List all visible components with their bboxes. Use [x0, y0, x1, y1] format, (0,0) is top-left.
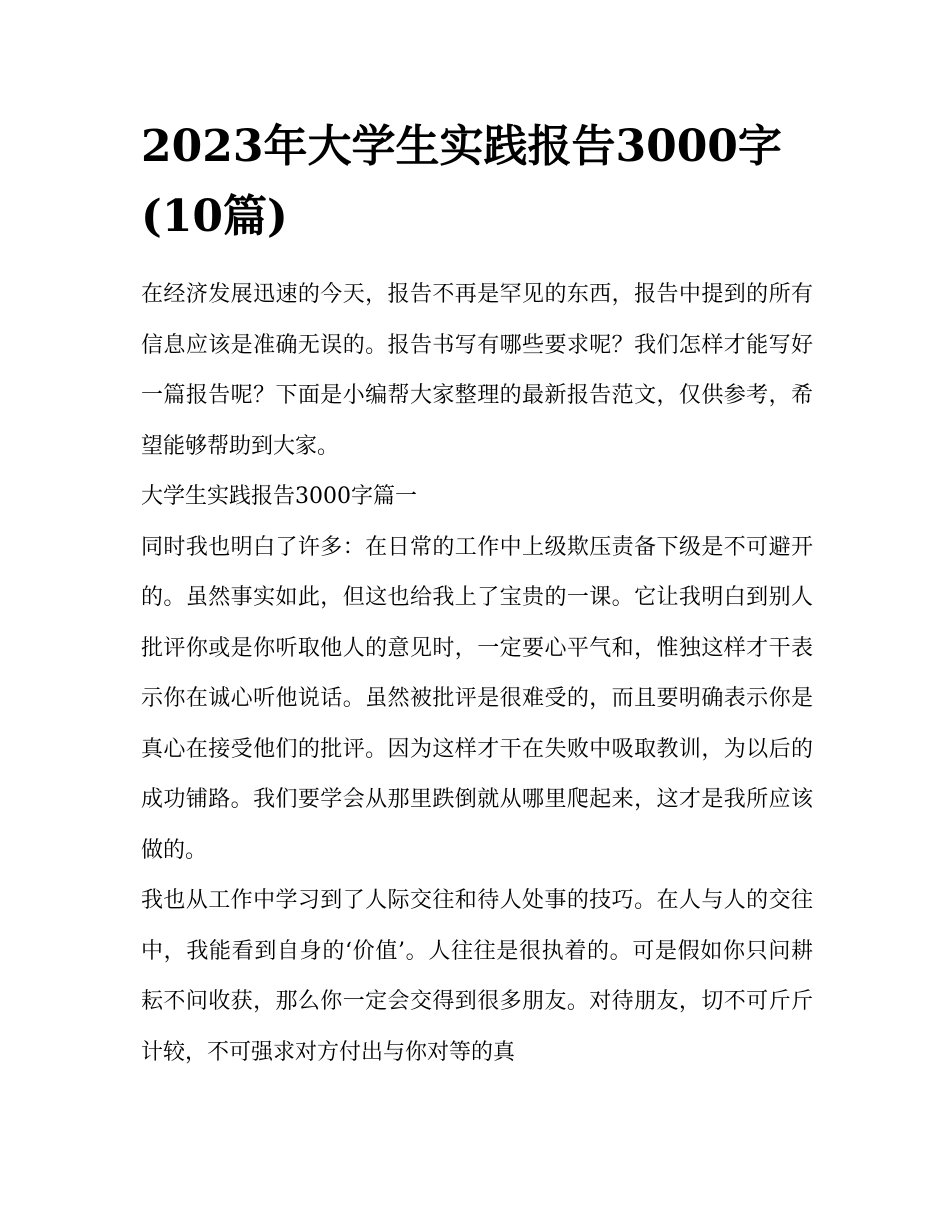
document-page: [141, 112, 813, 1078]
intro-paragraph: 在经济发展迅速的今天，报告不再是罕见的东西，报告中提到的所有信息应该是准确无误的。报告书写有哪些要求呢？我们怎样才能写好一篇报告呢？下面是小编帮大家整理的最新报告范文，仅供参考，希望能够帮助到大家。: [141, 282, 813, 459]
section-heading: 大学生实践报告3000字篇一: [141, 484, 417, 509]
document-title: 2023年大学生实践报告3000字(10篇): [141, 121, 782, 242]
body-paragraph: 同时我也明白了许多：在日常的工作中上级欺压责备下级是不可避开的。虽然事实如此，但这也给我上了宝贵的一课。它让我明白到别人批评你或是你听取他人的意见时，一定要心平气和，惟独这样才干表示你在诚心听他说话。虽然被批评是很难受的，而且要明确表示你是真心在接受他们的批评。因为这样才干在失败中吸取教训，为以后的成功铺路。我们要学会从那里跌倒就从哪里爬起来，这才是我所应该做的。: [141, 534, 813, 863]
body-paragraph: 我也从工作中学习到了人际交往和待人处事的技巧。在人与人的交往中，我能看到自身的‘价值’。人往往是很执着的。可是假如你只问耕耘不问收获，那么你一定会交得到很多朋友。对待朋友，切不可斤斤计较，不可强求对方付出与你对等的真: [141, 888, 813, 1065]
